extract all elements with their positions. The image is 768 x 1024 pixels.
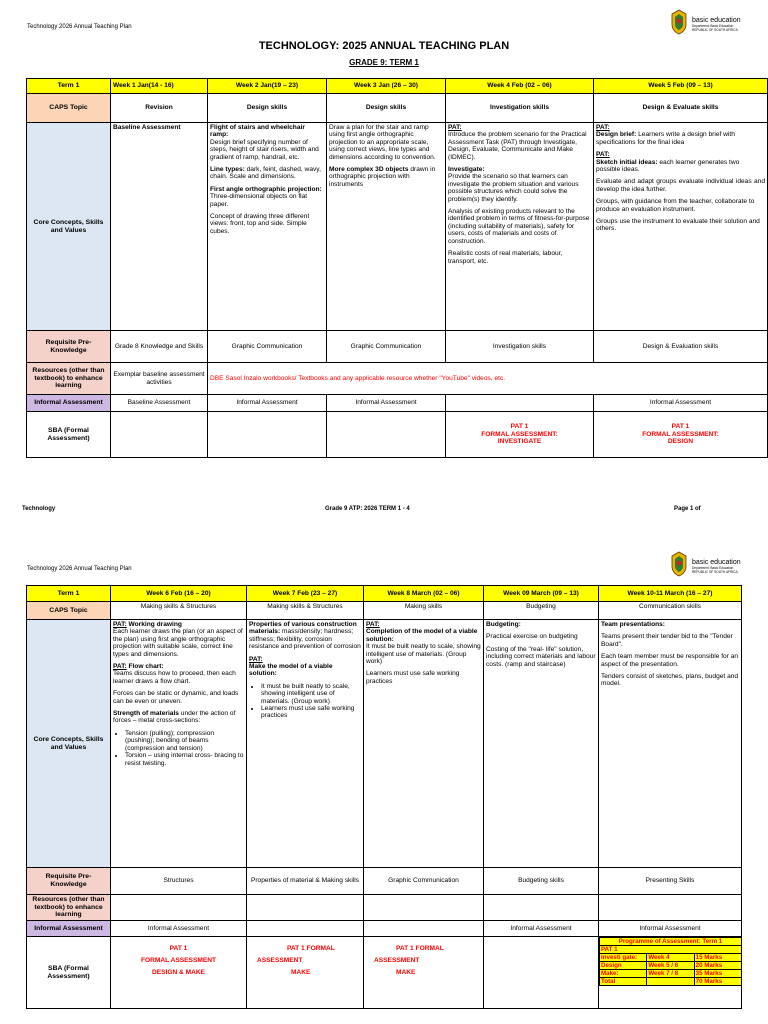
resources-cell [364,895,484,921]
core-text: Provide the scenario so that learners can investigate the problem situation and various possible structures which could solve the problem(s) they identify. [448,173,579,203]
term-label: Term 1 [27,586,111,602]
sba-line: ASSESSMENT [374,957,420,964]
core-heading: Make the model of a viable solution: [249,663,333,678]
core-text: Teams present their tender bid to the "Tender Board". [601,633,733,648]
sba-line: PAT 1 [510,423,529,431]
core-heading: Strength of materials [113,710,179,718]
requisite-cell: Properties of material & Making skills [247,868,364,895]
core-text: Design brief specifying number of steps, height of stair risers, width and gradient of ramp, handrail, etc. [210,138,319,161]
footer-left: Technology [22,506,56,512]
core-text: Teams discuss how to proceed, then each learner draws a flow chart. [113,670,236,685]
poa-cell: 35 Marks [694,970,741,978]
pat-label: PAT: [113,663,127,671]
requisite-label: Requisite Pre-Knowledge [27,868,111,895]
requisite-cell: Structures [111,868,247,895]
page-title: TECHNOLOGY: 2025 ANNUAL TEACHING PLAN [258,40,510,52]
core-text: mass/density; hardness; stiffness; flexibility, corrosion resistance and prevention of corrosion [249,628,361,651]
informal-cell: Informal Assessment [111,921,247,937]
week-header: Week 3 Jan (26 – 30) [327,79,446,94]
core-text: dark, feint, dashed, wavy, chain. Scale and dimensions. [210,166,321,181]
core-text: drawn in orthographic projection with instruments [329,166,436,188]
core-heading: Budgeting: [486,621,521,628]
pat-label: PAT: [249,655,263,663]
core-text: Learners must use safe working practices [366,670,460,685]
atp-table-2 [26,585,742,1009]
informal-cell [247,921,364,937]
informal-cell: Baseline Assessment [111,395,208,412]
core-text: under the action of forces – metal cross-sections: [113,710,236,725]
caps-topic: Making skills & Structures [247,602,364,620]
poa-cell: Week 5 / 6 [647,962,694,970]
requisite-cell: Investigation skills [446,331,594,363]
requisite-label: Requisite Pre-Knowledge [27,331,111,363]
caps-topic: Investigation skills [446,94,594,123]
core-heading: Investigate: [448,166,485,174]
sba-line: MAKE [291,969,311,976]
logo-text: basic education [692,17,741,24]
week-header: Week 09 March (09 – 13) [484,586,599,602]
sba-label: SBA (Formal Assessment) [27,412,111,458]
caps-topic: Making skills [364,602,484,620]
resources-cell [111,895,247,921]
requisite-cell: Design & Evaluation skills [594,331,768,363]
list-item: • It must be built neatly to scale, showing intelligent use of materials. (Group work) [261,683,361,705]
poa-title: Programme of Assessment: Term 1 [600,938,742,946]
logo-text: basic education [692,559,741,566]
week-header: Week 4 Feb (02 – 06) [446,79,594,94]
sba-cell [594,412,768,458]
poa-cell: Total [600,978,647,986]
core-text: Concept of drawing three different views: front, top and side. Simple cubes. [210,213,310,235]
informal-cell: Informal Assessment [484,921,599,937]
core-text: Realistic costs of real materials, labour, transport, etc. [448,250,563,265]
sba-cell [208,412,327,458]
core-cell-w10 [599,620,742,868]
sba-line: DESIGN [667,438,694,446]
core-heading: Working drawing [126,621,182,628]
week-header: Week 10-11 March (16 – 27) [599,586,742,602]
core-text: Baseline Assessment [113,124,181,131]
poa-cell: Design [600,962,647,970]
core-text: Forces can be static or dynamic, and loads can be even or uneven. [113,690,239,705]
resources-cell [247,895,364,921]
core-text: Introduce the problem scenario for the Practical Assessment Task (PAT) through Investigate, Design, Evaluate, Communicate and Make (IDMEC). [448,131,587,161]
core-heading: Properties of various construction materials: [249,621,357,636]
informal-cell: Informal Assessment [208,395,327,412]
poa-cell: 70 Marks [694,978,741,986]
poa-cell: 15 Marks [694,954,741,962]
core-text: Each learner draws the plan (or an aspect of the plan) using first angle orthographic projection with suitable scale, correct line types and dimensions. [113,628,243,658]
core-heading: Design brief: [596,131,637,139]
informal-cell: Informal Assessment [327,395,446,412]
core-cell-w5 [594,123,768,331]
requisite-cell: Graphic Communication [208,331,327,363]
sba-cell [446,412,594,458]
core-cell-w4 [446,123,594,331]
core-text: Tenders consist of sketches, plans, budget and model. [601,673,739,688]
resources-label: Resources (other than textbook) to enhance learning [27,363,111,395]
core-cell-w8 [364,620,484,868]
requisite-cell: Graphic Communication [364,868,484,895]
core-heading: Team presentations: [601,621,665,628]
header-left-text: Technology 2026 Annual Teaching Plan [27,566,132,572]
programme-of-assessment-table [599,937,742,986]
atp-table-1 [26,78,768,458]
core-text: Three-dimensional objects on flat paper. [210,193,308,208]
caps-topic: Design & Evaluate skills [594,94,768,123]
informal-cell: Informal Assessment [594,395,768,412]
sba-cell [111,412,208,458]
sba-cell [327,412,446,458]
poa-cell: Week 7 / 8 [647,970,694,978]
list-item: • Tension (pulling); compression (pushing); bending of beams (compression and tension) [125,730,244,752]
informal-assessment-label: Informal Assessment [27,921,111,937]
core-heading: Flow chart: [126,663,164,671]
page-2 [0,540,768,1024]
week-header: Week 1 Jan(14 - 16) [111,79,208,94]
sba-cell [364,937,484,1009]
poa-cell [647,978,694,986]
core-heading: More complex 3D objects [329,166,409,174]
poa-cell: Investi gate: [600,954,647,962]
pat-label: PAT: [596,124,610,131]
sba-cell [111,937,247,1009]
pat-label: PAT: [596,151,610,159]
poa-cell: Make: [600,970,647,978]
sba-line: FORMAL ASSESSMENT [140,957,217,964]
logo-subtext: Department: Basic Education REPUBLIC OF SOUTH AFRICA [692,24,738,32]
core-cell-w3 [327,123,446,331]
sba-line: FORMAL ASSESSMENT: [481,430,558,438]
core-text: Groups use the instrument to evaluate their solution and others. [596,218,760,233]
informal-cell [364,921,484,937]
caps-topic: Budgeting [484,602,599,620]
core-cell-w2 [208,123,327,331]
logo-subtext: Department: Basic Education REPUBLIC OF SOUTH AFRICA [692,566,738,574]
requisite-cell: Grade 8 Knowledge and Skills [111,331,208,363]
sba-label: SBA (Formal Assessment) [27,937,111,1009]
core-text: Draw a plan for the stair and ramp using first angle orthographic projection to an appropriate scale, using correct views, line types and dimensions according to convention. [329,124,436,161]
resources-cell [484,895,599,921]
core-concepts-label: Core Concepts, Skills and Values [27,620,111,868]
sba-line: PAT 1 [169,945,188,952]
poa-cell: Week 4 [647,954,694,962]
core-text: Practical exercise on budgeting [486,633,578,641]
caps-topic: Design skills [327,94,446,123]
sba-cell [247,937,364,1009]
sba-line: DESIGN & MAKE [151,969,206,976]
caps-topic: Revision [111,94,208,123]
poa-pat: PAT 1 [600,946,742,954]
dbe-logo [668,550,748,580]
core-cell-w1 [111,123,208,331]
informal-cell [446,395,594,412]
sba-line: PAT 1 FORMAL [287,945,335,952]
week-header: Week 7 Feb (23 – 27) [247,586,364,602]
pat-label: PAT: [448,124,462,131]
requisite-cell: Graphic Communication [327,331,446,363]
caps-topic: Design skills [208,94,327,123]
sba-line: ASSESSMENT [257,957,303,964]
core-text: Analysis of existing products relevant to the identified problem in terms of fitness-for-purpose (including suitability of materials), safety for users, costs of materials and costs of construction. [448,208,590,245]
sba-line: MAKE [396,969,416,976]
core-text: Groups, with guidance from the teacher, collaborate to produce an evaluation instrument. [596,198,755,213]
informal-assessment-label: Informal Assessment [27,395,111,412]
sba-line: INVESTIGATE [497,438,542,446]
dbe-logo [668,8,748,38]
requisite-cell: Budgeting skills [484,868,599,895]
pat-label: PAT: [113,621,127,628]
core-concepts-label: Core Concepts, Skills and Values [27,123,111,331]
resources-cell: Exemplar baseline assessment activities [111,363,208,395]
programme-of-assessment-cell [599,937,742,1009]
list-item: • Learners must use safe working practices [261,705,361,720]
core-heading: Line types: [210,166,245,174]
resources-cell [599,895,742,921]
coat-of-arms-icon [668,8,690,36]
term-label: Term 1 [27,79,111,94]
caps-topic-label: CAPS Topic [27,94,111,123]
page-subtitle: GRADE 9: TERM 1 [349,58,419,67]
core-text: Each team member must be responsible for an aspect of the presentation. [601,653,739,668]
poa-cell: 20 Marks [694,962,741,970]
week-header: Week 8 March (02 – 06) [364,586,484,602]
footer-right: Page 1 of [674,506,701,512]
sba-cell [484,937,599,1009]
core-text: It must be built neatly to scale, showing intelligent use of materials. (Group work) [366,643,481,666]
sba-line: PAT 1 [671,423,690,431]
core-heading: Flight of stairs and wheelchair ramp: [210,124,305,139]
core-text: Costing of the "real- life" solution, including correct materials and labour costs. (ramp and staircase) [486,645,596,668]
strength-list [113,730,244,767]
resources-label: Resources (other than textbook) to enhance learning [27,895,111,921]
caps-topic: Communication skills [599,602,742,620]
core-text: Evaluate and adapt groups evaluate individual ideas and develop the idea further. [596,178,765,193]
caps-topic: Making skills & Structures [111,602,247,620]
caps-topic-label: CAPS Topic [27,602,111,620]
core-text: each learner generates two possible ideas. [596,158,740,174]
core-cell-w9 [484,620,599,868]
core-cell-w7 [247,620,364,868]
informal-cell: Informal Assessment [599,921,742,937]
sba-line: FORMAL ASSESSMENT: [642,430,719,438]
core-heading: Completion of the model of a viable solution: [366,628,478,643]
coat-of-arms-icon [668,550,690,578]
requisite-cell: Presenting Skills [599,868,742,895]
core-heading: Sketch initial ideas: [596,158,658,166]
footer-center: Grade 9 ATP: 2026 TERM 1 - 4 [325,506,410,512]
week-header: Week 5 Feb (09 – 13) [594,79,768,94]
core-heading: First angle orthographic projection: [210,185,322,193]
list-item: • Torsion – using internal cross- bracing to resist twisting. [125,752,244,767]
header-left-text: Technology 2026 Annual Teaching Plan [27,24,132,30]
sba-line: PAT 1 FORMAL [396,945,444,952]
pat-label: PAT: [366,621,380,628]
week-header: Week 2 Jan(19 – 23) [208,79,327,94]
week-header: Week 6 Feb (16 – 20) [111,586,247,602]
core-cell-w6 [111,620,247,868]
make-list [249,683,361,720]
resources-cell: DBE Sasol Inzalo workbooks/ Textbooks and any applicable resource whether "YouTube" videos, etc. [208,363,768,395]
core-text: Learners write a design brief with specifications for the final idea [596,131,735,146]
